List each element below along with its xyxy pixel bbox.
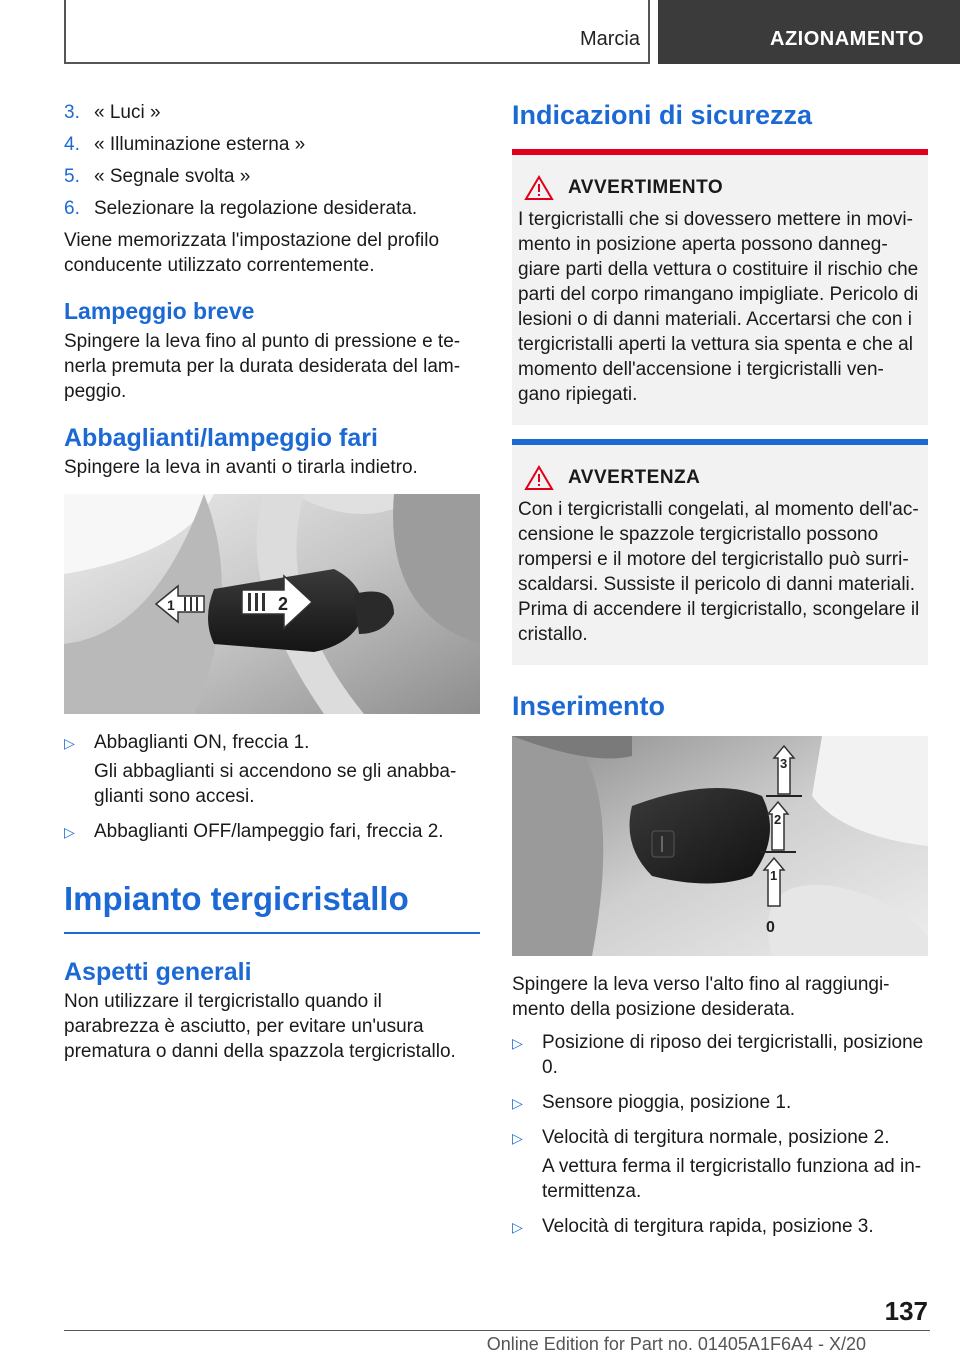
page-number: 137 [884, 1296, 928, 1326]
bullet-text: Sensore pioggia, posizione 1. [542, 1092, 792, 1113]
flash-text: Spingere la leva fino al punto di pressione e te-nerla premuta per la durata desiderata del lam-peggio. [64, 331, 461, 402]
header-chapter: AZIONAMENTO [658, 0, 960, 64]
notice-text: Con i tergicristalli congelati, al momento dell'ac-censione le spazzole tergicristallo possono rompersi e il motore del tergicristallo può surri-scaldarsi. Sussiste il pericolo di danni materiali. Prima di accendere il tergicristallo, scongelare il cristallo. [518, 499, 920, 645]
header-section: Marcia [579, 28, 640, 50]
warning-title-text: AVVERTIMENTO [568, 177, 724, 198]
bullet-item [512, 1125, 928, 1204]
step-number: 6. [64, 198, 80, 219]
bullet-text: Velocità di tergitura rapida, posizione 3. [542, 1216, 874, 1237]
bullet-text: Abbaglianti ON, freccia 1. [94, 732, 310, 753]
notice-title [518, 465, 922, 491]
left-column [64, 100, 480, 1064]
step-text: « Luci » [94, 102, 161, 123]
lever-illustration [64, 494, 480, 714]
bullet-triangle-icon: ▷ [512, 1095, 523, 1111]
wiper-heading: Impianto tergicristallo [64, 880, 480, 934]
highbeam-figure [64, 494, 480, 714]
bullet-item [64, 819, 480, 844]
insert-text: Spingere la leva verso l'alto fino al raggiungi-mento della posizione desiderata. [512, 974, 890, 1020]
step-item [64, 196, 480, 221]
steps-note: Viene memorizzata l'impostazione del profilo conducente utilizzato correntemente. [64, 230, 440, 276]
bullet-triangle-icon: ▷ [512, 1035, 523, 1051]
bullet-triangle-icon: ▷ [64, 824, 75, 840]
general-heading: Aspetti generali [64, 958, 252, 986]
fig-label-2: 2 [278, 594, 289, 614]
notice-triangle-icon [524, 465, 554, 491]
highbeam-heading: Abbaglianti/lampeggio fari [64, 424, 378, 452]
fig-label-pos-0: 0 [766, 919, 775, 936]
warning-title [518, 175, 922, 201]
right-column [512, 100, 928, 1249]
bullet-triangle-icon: ▷ [512, 1219, 523, 1235]
fig-label-pos-1: 1 [770, 868, 778, 883]
bullet-item [512, 1030, 928, 1080]
step-item [64, 164, 480, 189]
fig-label-pos-3: 3 [780, 756, 788, 771]
notice-box [512, 439, 928, 665]
warning-triangle-icon [524, 175, 554, 201]
bullet-text: Posizione di riposo dei tergicristalli, posizione 0. [542, 1032, 924, 1078]
flash-heading: Lampeggio breve [64, 298, 255, 324]
step-text: « Segnale svolta » [94, 166, 251, 187]
step-item [64, 132, 480, 157]
general-text: Non utilizzare il tergicristallo quando il parabrezza è asciutto, per evitare un'usura prematura o danni della spazzola tergicristallo. [64, 991, 456, 1062]
wiper-figure [512, 736, 928, 956]
insert-heading: Inserimento [512, 691, 666, 721]
step-text: Selezionare la regolazione desiderata. [94, 198, 418, 219]
step-list [64, 100, 480, 221]
step-item [64, 100, 480, 125]
bullet-subtext: A vettura ferma il tergicristallo funziona ad in-termittenza. [542, 1156, 922, 1202]
bullet-item [512, 1090, 928, 1115]
step-text: « Illuminazione esterna » [94, 134, 306, 155]
insert-bullets [512, 1030, 928, 1239]
footer-edition: Online Edition for Part no. 01405A1F6A4 - X/20 [486, 1334, 866, 1354]
bullet-triangle-icon: ▷ [512, 1130, 523, 1146]
highbeam-bullets [64, 730, 480, 844]
bullet-item [64, 730, 480, 809]
bullet-triangle-icon: ▷ [64, 735, 75, 751]
step-number: 5. [64, 166, 80, 187]
safety-heading: Indicazioni di sicurezza [512, 100, 813, 130]
step-number: 3. [64, 102, 80, 123]
footer-rule [64, 1330, 930, 1331]
bullet-item [512, 1214, 928, 1239]
notice-title-text: AVVERTENZA [568, 467, 701, 488]
warning-text: I tergicristalli che si dovessero mettere in movi-mento in posizione aperta possono danneg-giare parti della vettura o costituire il rischio che parti del corpo rimangano impigliate. Pericolo di lesioni o di danni materiali. Accertarsi che con i tergicristalli aperti la vettura sia spenta e che al momento dell'accensione i tergicristalli ven-gano ripiegati. [518, 209, 919, 405]
fig-label-pos-2: 2 [774, 812, 782, 827]
bullet-text: Velocità di tergitura normale, posizione 2. [542, 1127, 890, 1148]
fig-label-1: 1 [167, 597, 175, 613]
step-number: 4. [64, 134, 80, 155]
bullet-text: Abbaglianti OFF/lampeggio fari, freccia 2. [94, 821, 444, 842]
bullet-subtext: Gli abbaglianti si accendono se gli anabba-glianti sono accesi. [94, 761, 457, 807]
warning-box [512, 149, 928, 425]
highbeam-text: Spingere la leva in avanti o tirarla indietro. [64, 457, 418, 478]
wiper-lever-illustration [512, 736, 928, 956]
